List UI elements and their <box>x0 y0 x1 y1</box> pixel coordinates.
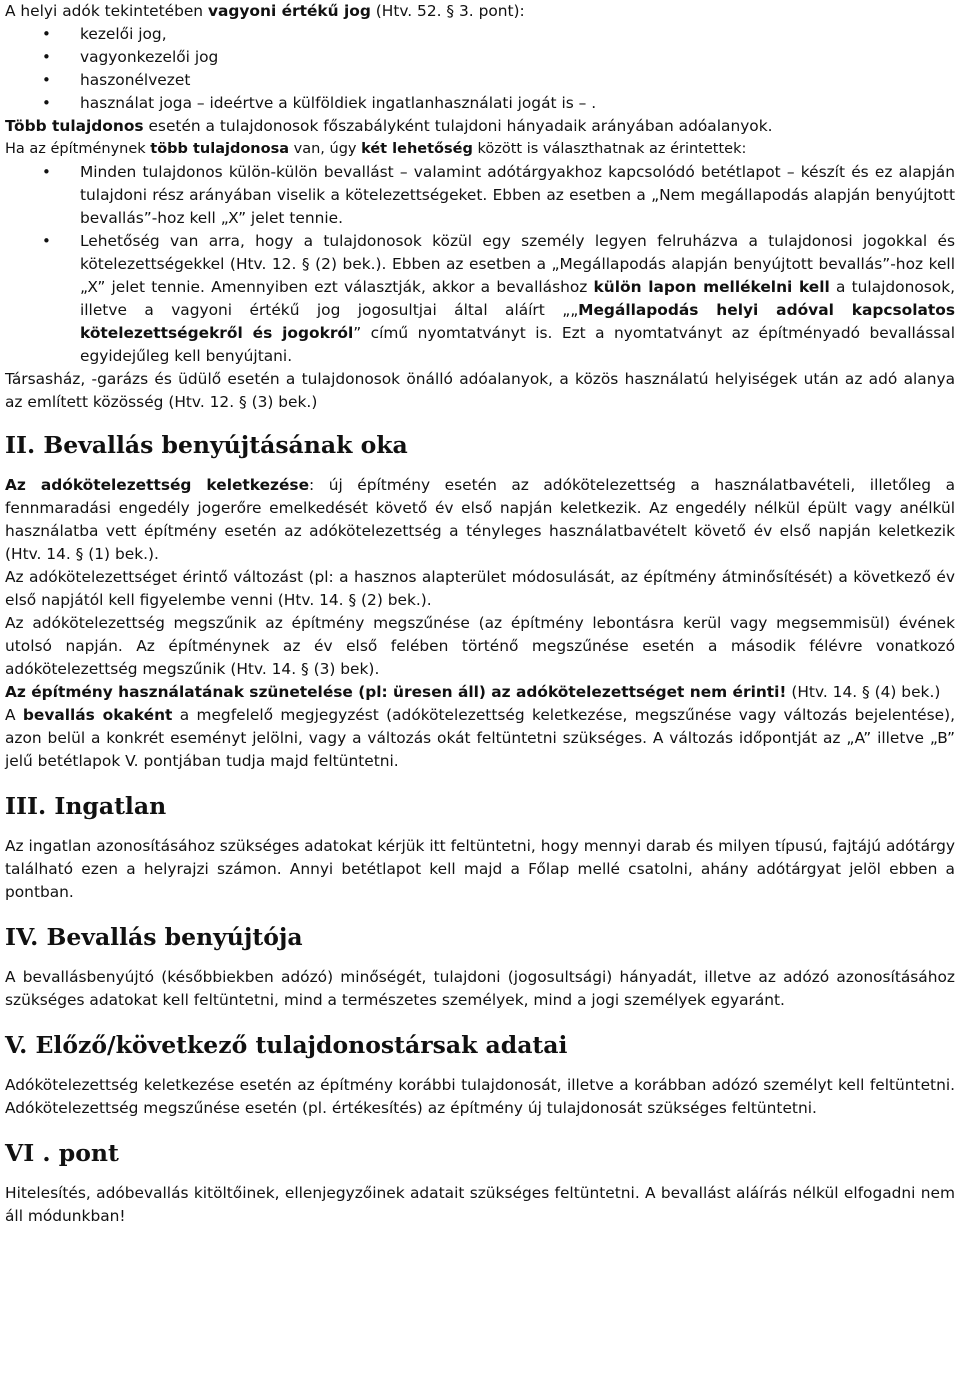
property-rights-list <box>5 23 955 115</box>
list-item: • kezelői jog, <box>5 23 955 46</box>
list-item: • használat joga – ideértve a külföldiek ingatlanhasználati jogát is – . <box>5 92 955 115</box>
two-options-paragraph: Ha az építménynek több tulajdonosa van, úgy két lehetőség között is választhatnak az érintettek: <box>5 141 747 157</box>
owners-paragraph: Több tulajdonos esetén a tulajdonosok főszabályként tulajdoni hányadaik arányában adóalanyok. <box>5 117 773 135</box>
list-item: • Minden tulajdonos külön-külön bevallást – valamint adótárgyakhoz kapcsolódó betétlapot – készít és ez alapján tulajdoni rész arányában viselik a kötelezettségeket. Ebben az esetben a „Nem megállapodás alapján benyújtott bevallás”-hoz kell „X” jelet tennie. <box>5 161 955 230</box>
list-item: • vagyonkezelői jog <box>5 46 955 69</box>
co-owners-paragraph: Adókötelezettség keletkezése esetén az építmény korábbi tulajdonosát, illetve a korábban adózó személyt kell feltüntetni. Adókötelezettség megszűnése esetén (pl. értékesítés) az építmény új tulajdonosát szükséges feltüntetni. <box>5 1076 955 1117</box>
list-item: • haszonélvezet <box>5 69 955 92</box>
section-heading-ii: II. Bevallás benyújtásának oka <box>5 431 408 459</box>
section-heading-vi: VI . pont <box>5 1139 119 1167</box>
property-paragraph: Az ingatlan azonosításához szükséges adatokat kérjük itt feltüntetni, hogy mennyi darab és milyen típusú, fajtájú adótárgy található ezen a helyrajzi számon. Annyi betétlapot kell majd a Főlap mellé csatolni, ahány adótárgyat jelöl ebben a pontban. <box>5 837 955 901</box>
authentication-paragraph: Hitelesítés, adóbevallás kitöltőinek, ellenjegyzőinek adatait szükséges feltüntetni. A bevallást aláírás nélkül elfogadni nem áll módunkban! <box>5 1184 955 1225</box>
section-heading-iii: III. Ingatlan <box>5 792 167 820</box>
condominium-paragraph: Társasház, -garázs és üdülő esetén a tulajdonosok önálló adóalanyok, a közös használatú helyiségek után az adó alanya az említett közösség (Htv. 12. § (3) bek.) <box>5 370 955 411</box>
reason-paragraph: A bevallás okaként a megfelelő megjegyzést (adókötelezettség keletkezése, megszűnése vagy változás bejelentése), azon belül a konkrét eseményt jelölni, vagy a változás okát feltüntetni szükséges. A változás időpontját az „A” illetve „B” jelű betétlapok V. pontjában tudja majd feltüntetni. <box>5 706 955 770</box>
options-list <box>5 161 955 368</box>
list-item: • Lehetőség van arra, hogy a tulajdonosok közül egy személy legyen felruházva a tulajdonosi jogokkal és kötelezettségekkel (Htv. 12. § (2) bek.). Ebben az esetben a „Megállapodás alapján benyújtott bevallás”-hoz kell „X” jelet tennie. Amennyiben ezt választják, akkor a bevalláshoz külön lapon mellékelni kell a tulajdonosok, illetve a vagyoni értékű jog jogosultjai által aláírt „„Megállapodás helyi adóval kapcsolatos kötelezettségekről és jogokról” című nyomtatványt is. Ezt a nyomtatványt az építményadó bevallással egyidejűleg kell benyújtani. <box>5 230 955 368</box>
section-heading-v: V. Előző/következő tulajdonostársak adatai <box>5 1031 568 1059</box>
obligation-start-paragraph: Az adókötelezettség keletkezése: új építmény esetén az adókötelezettség a használatbavételi, illetőleg a fennmaradási engedély jogerőre emelkedését követő év első napján keletkezik. Az engedély nélkül épült vagy anélkül használatba vett építmény esetén az adókötelezettség a tényleges használatbavételt követő év első napján keletkezik (Htv. 14. § (1) bek.). <box>5 476 955 563</box>
suspension-paragraph: Az építmény használatának szünetelése (pl: üresen áll) az adókötelezettséget nem érinti! (Htv. 14. § (4) bek.) <box>5 683 941 701</box>
obligation-end-paragraph: Az adókötelezettség megszűnik az építmény megszűnése (az építmény lebontásra kerül vagy megsemmisül) évének utolsó napján. Az építménynek az év első felében történő megszűnése esetén a második félévre vonatkozó adókötelezettség megszűnik (Htv. 14. § (3) bek). <box>5 614 955 678</box>
submitter-paragraph: A bevallásbenyújtó (későbbiekben adózó) minőségét, tulajdoni (jogosultsági) hányadát, illetve az adózó azonosításához szükséges adatokat kell feltüntetni, mind a természetes személyek, mind a jogi személyek egyaránt. <box>5 968 955 1009</box>
obligation-change-paragraph: Az adókötelezettséget érintő változást (pl: a hasznos alapterület módosulását, az építmény átminősítését) a következő év első napjától kell figyelembe venni (Htv. 14. § (2) bek.). <box>5 568 955 609</box>
section-heading-iv: IV. Bevallás benyújtója <box>5 923 303 951</box>
intro-line: A helyi adók tekintetében vagyoni értékű jog (Htv. 52. § 3. pont): <box>5 2 525 20</box>
